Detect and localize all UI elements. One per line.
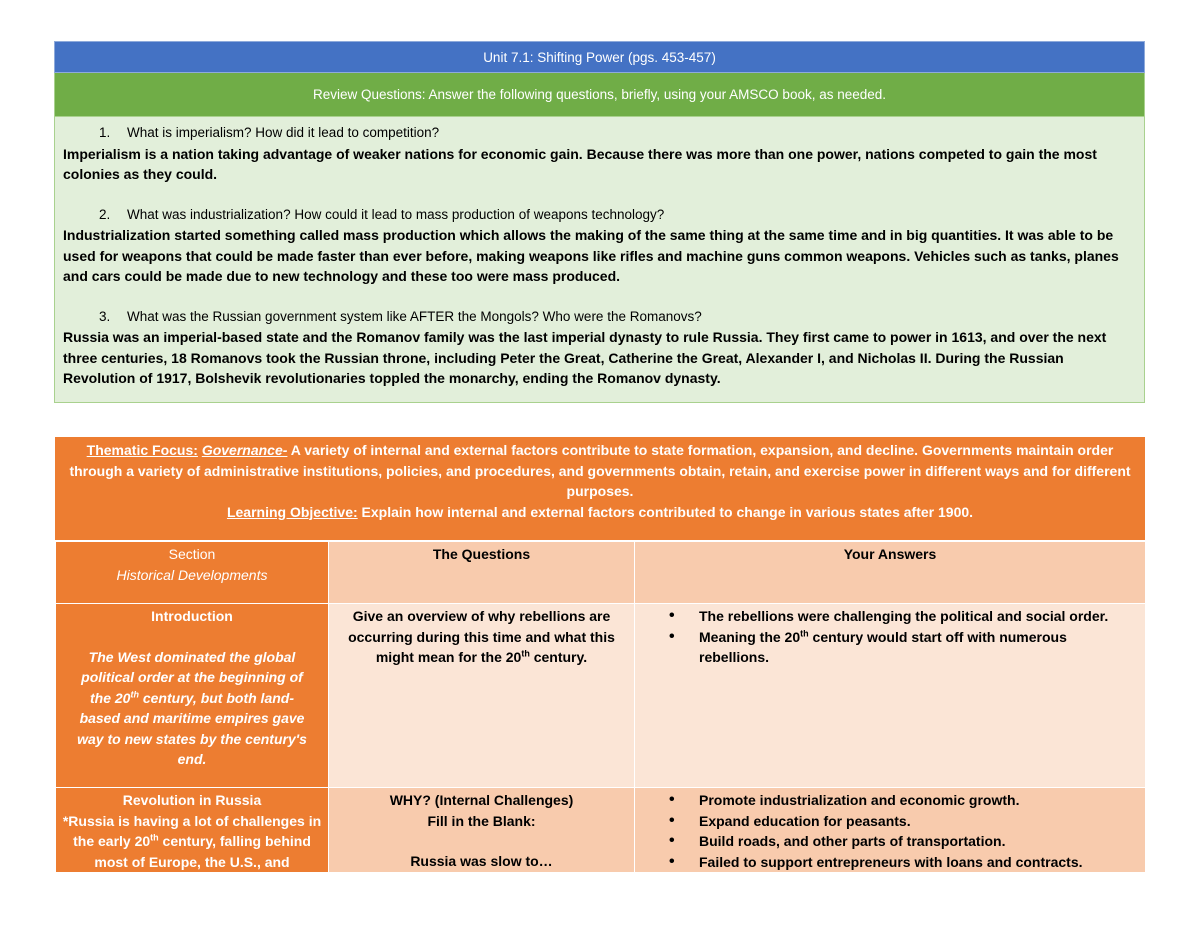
- review-qa: [54, 116, 1145, 403]
- question-3: 3. What was the Russian government system like AFTER the Mongols? Who were the Romanovs?: [99, 308, 702, 324]
- question-1: 1. What is imperialism? How did it lead to competition?: [99, 125, 440, 140]
- table-header-row: [56, 542, 1146, 604]
- header-section-sub: Historical Developments: [116, 566, 268, 583]
- list-item: • Meaning the 20th century would start off with numerous rebellions.: [699, 627, 1139, 668]
- intro-description: The West dominated the global political order at the beginning of the 20th century, but both land-based and maritime empires gave way to new states by the century's end.: [77, 648, 307, 767]
- unit-title: Unit 7.1: Shifting Power (pgs. 453-457): [54, 41, 1145, 73]
- list-item: • The rebellions were challenging the political and social order.: [699, 606, 1139, 627]
- answer-3: Russia was an imperial-based state and the Romanov family was the last imperial dynasty to rule Russia. They first came to power in 1613, and over the next three centuries, 18 Romanovs took the Russian throne, including Peter the Great, Catherine the Great, Alexander I, and Nicholas II. During the Russian Revolution of 1917, Bolshevik revolutionaries toppled the monarchy, ending the Romanov dynasty.: [63, 329, 1107, 386]
- revolution-description: *Russia is having a lot of challenges in the early 20th century, falling behind most of Europe, the U.S., and: [62, 812, 322, 870]
- review-instructions: Review Questions: Answer the following questions, briefly, using your AMSCO book, as needed.: [54, 73, 1145, 116]
- answer-2: Industrialization started something called mass production which allows the making of the same thing at the same time and in big quantities. It was able to be used for weapons that could be made faster than ever before, making weapons like rifles and machine guns common weapons. Vehicles such as tanks, planes and cars could be made due to new technology and these too were mass produced.: [63, 227, 1119, 284]
- question-2: 2. What was industrialization? How could it lead to mass production of weapons technology?: [99, 206, 665, 222]
- thematic-focus: Thematic Focus: Governance- A variety of internal and external factors contribute to state formation, expansion, and decline. Governments maintain order through a variety of administrative institutions, policies, and procedures, and governments obtain, retain, and exercise power in different ways and for different purposes. Learning Objective: Explain how internal and external factors contributed to change in various states after 1900.: [55, 437, 1145, 541]
- revolution-answers: [641, 790, 1139, 872]
- list-item: • Build roads, and other parts of transportation.: [699, 831, 1139, 852]
- answer-1: Imperialism is a nation taking advantage of weaker nations for economic gain. Because there was more than one power, nations competed to gain the most colonies as they could.: [63, 145, 1097, 182]
- table-row: [56, 604, 1146, 788]
- revolution-question: WHY? (Internal Challenges) Fill in the Blank: Russia was slow to…: [329, 788, 635, 873]
- header-answers: Your Answers: [635, 542, 1146, 604]
- learning-objective-label: Learning Objective:: [226, 503, 358, 520]
- answers-table: [55, 541, 1146, 873]
- intro-title: Introduction: [151, 608, 233, 624]
- intro-answers: [641, 606, 1139, 668]
- table-row: [56, 788, 1146, 873]
- thematic-table: [55, 437, 1145, 873]
- header-questions: The Questions: [329, 542, 635, 604]
- list-item: • Promote industrialization and economic growth.: [699, 790, 1139, 811]
- revolution-title: Revolution in Russia: [122, 792, 262, 808]
- list-item: • Failed to support entrepreneurs with loans and contracts.: [699, 852, 1139, 873]
- list-item: • Expand education for peasants.: [699, 811, 1139, 832]
- intro-question: Give an overview of why rebellions are occurring during this time and what this might mean for the 20th century.: [329, 604, 635, 788]
- header-section: Section: [168, 546, 216, 562]
- review-questions-box: [54, 41, 1145, 403]
- learning-objective: Explain how internal and external factors contributed to change in various states after 1900.: [357, 503, 974, 520]
